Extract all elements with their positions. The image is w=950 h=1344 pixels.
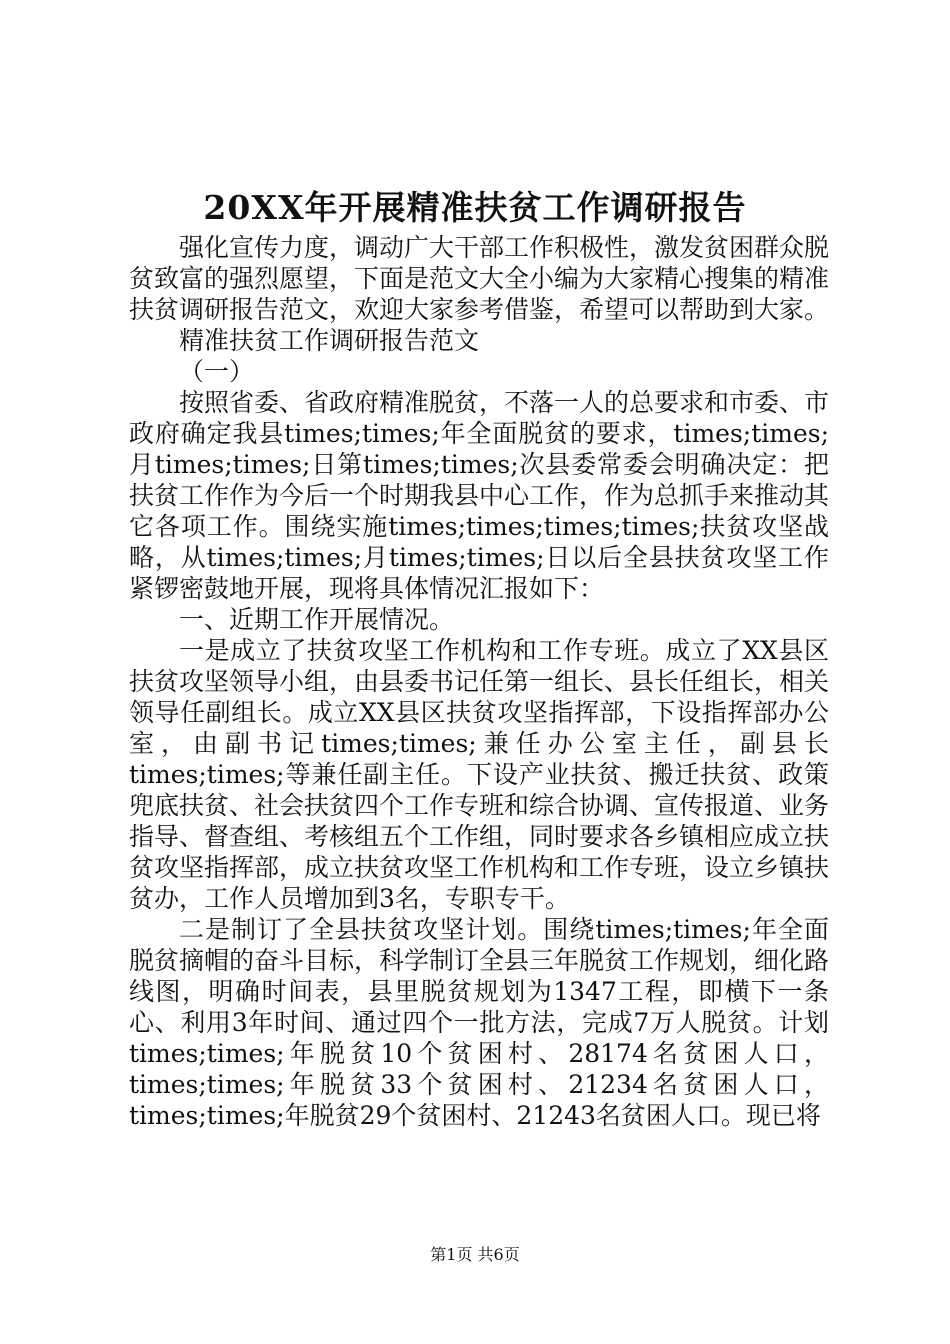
section-heading: 精准扶贫工作调研报告范文: [179, 326, 480, 355]
part-marker: （一）: [179, 357, 255, 386]
document-title: 20XX年开展精准扶贫工作调研报告: [203, 188, 747, 227]
body-paragraph: 二是制订了全县扶贫攻坚计划。围绕times;times;年全面脱贫摘帽的奋斗目标，科学制订全县三年脱贫工作规划，细化路线图，明确时间表，县里脱贫规划为1347工程，即横下一条心、利用3年时间、通过四个一批方法，完成7万人脱贫。计划times;times;年脱贫10个贫困村、28174名贫困人口，times;times;年脱贫33个贫困村、21234名贫困人口，times;times;年脱贫29个贫困村、21243名贫困人口。现已将: [129, 915, 830, 1130]
document-body: [129, 232, 829, 1131]
body-paragraph: 一是成立了扶贫攻坚工作机构和工作专班。成立了XX县区扶贫攻坚领导小组，由县委书记任第一组长、县长任组长，相关领导任副组长。成立XX县区扶贫攻坚指挥部，下设指挥部办公室，由副书记times;times;兼任办公室主任，副县长times;times;等兼任副主任。下设产业扶贫、搬迁扶贫、政策兜底扶贫、社会扶贫四个工作专班和综合协调、宣传报道、业务指导、督查组、考核组五个工作组，同时要求各乡镇相应成立扶贫攻坚指挥部，成立扶贫攻坚工作机构和工作专班，设立乡镇扶贫办，工作人员增加到3名，专职专干。: [129, 636, 830, 913]
intro-paragraph: 强化宣传力度，调动广大干部工作积极性，激发贫困群众脱贫致富的强烈愿望，下面是范文大全小编为大家精心搜集的精准扶贫调研报告范文，欢迎大家参考借鉴，希望可以帮助到大家。: [129, 233, 830, 324]
subsection-heading: 一、近期工作开展情况。: [179, 605, 455, 634]
body-paragraph: 按照省委、省政府精准脱贫，不落一人的总要求和市委、市政府确定我县times;times;年全面脱贫的要求，times;times;月times;times;日第times;times;次县委常委会明确决定：把扶贫工作作为今后一个时期我县中心工作，作为总抓手来推动其它各项工作。围绕实施times;times;times;times;扶贫攻坚战略，从times;times;月times;times;日以后全县扶贫攻坚工作紧锣密鼓地开展，现将具体情况汇报如下：: [129, 388, 830, 603]
page-footer: 第1页 共6页: [430, 1245, 520, 1264]
